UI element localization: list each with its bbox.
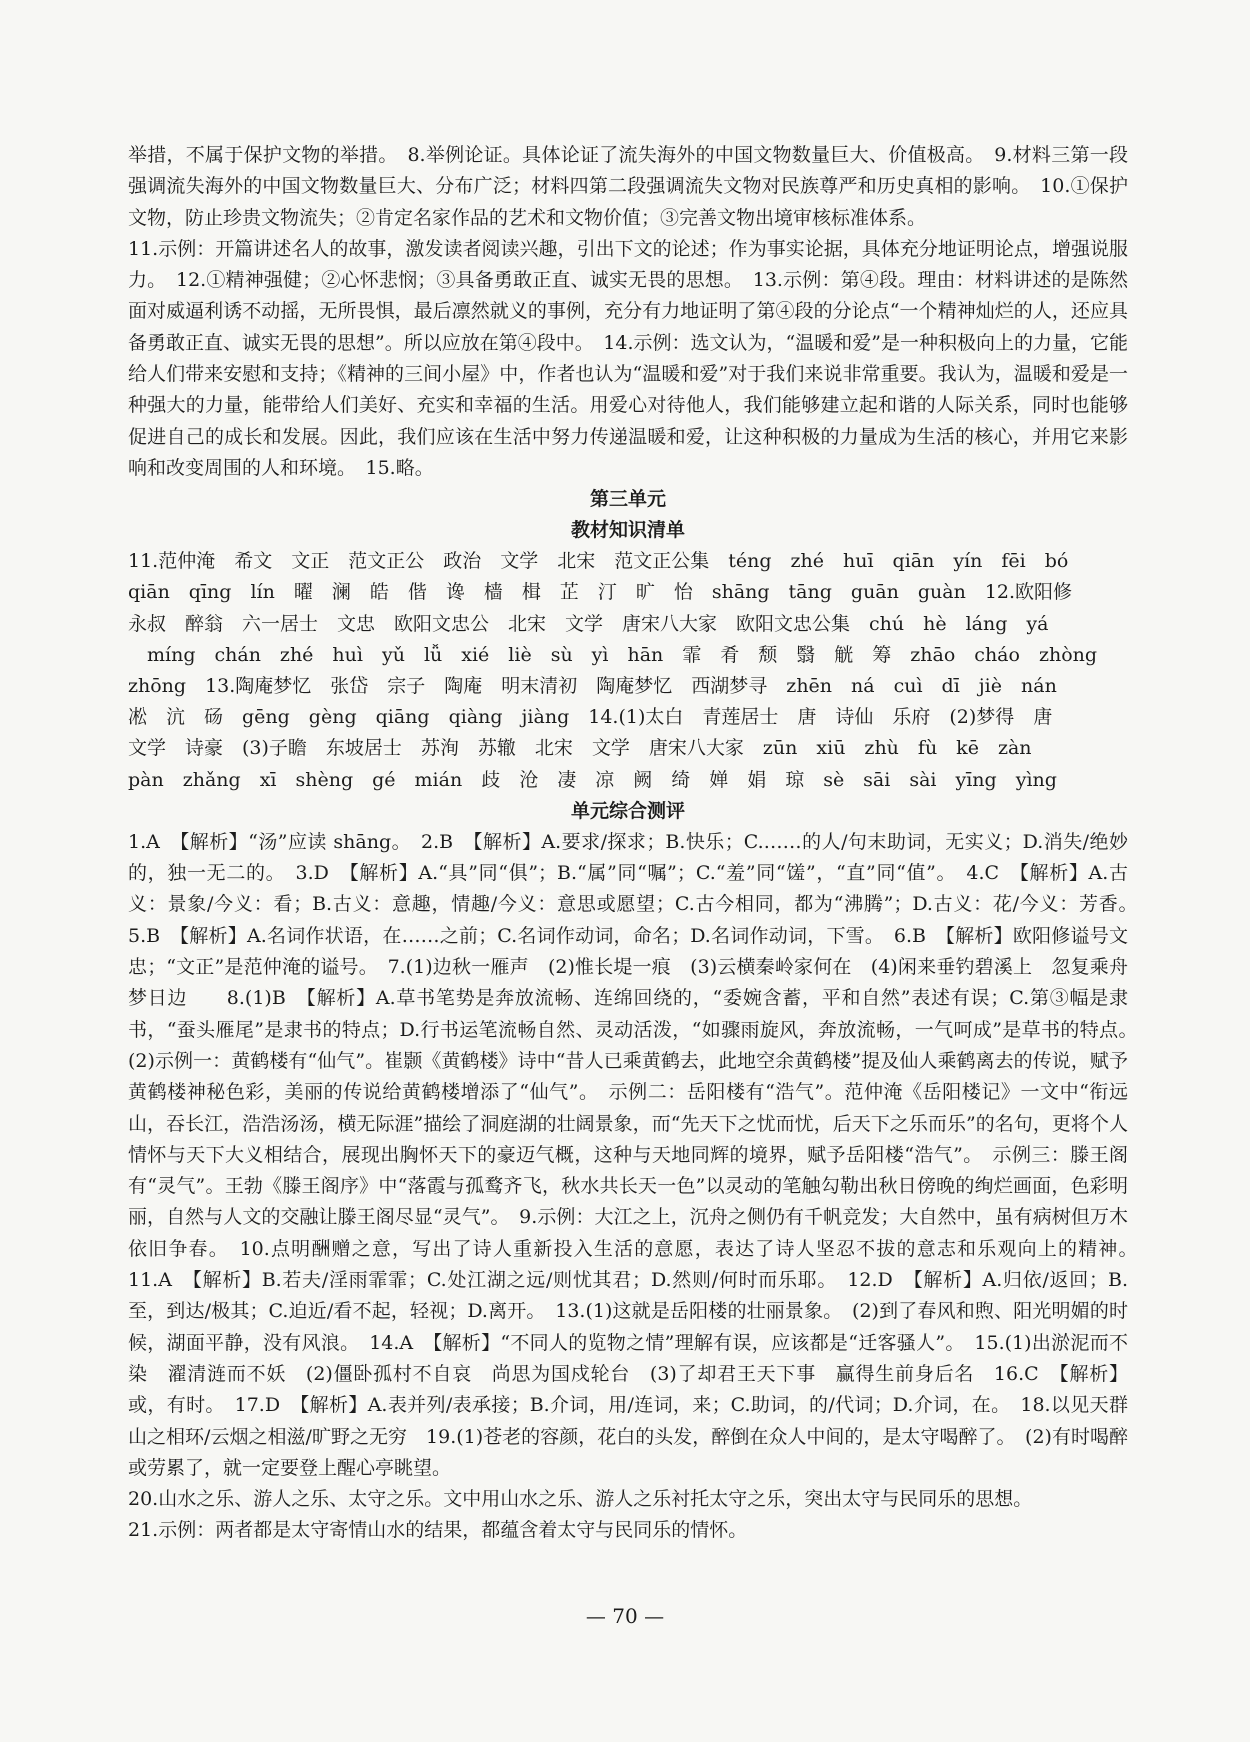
knowledge-line: 文学 诗豪 (3)子瞻 东坡居士 苏洵 苏辙 北宋 文学 唐宋八大家 zūn xiū zhù fù kē zàn	[128, 737, 1032, 760]
knowledge-line: 凇 沆 砀 gēng gèng qiāng qiàng jiàng 14.(1)太白 青莲居士 唐 诗仙 乐府 (2)梦得 唐	[128, 706, 1053, 729]
knowledge-line: míng chán zhé huì yǔ lǚ xié liè sù yì hān 霏 肴 颓 翳 觥 筹 zhāo cháo zhòng	[128, 643, 1098, 666]
knowledge-line: qiān qīng lín 曜 澜 皓 偕 谗 樯 楫 芷 汀 旷 怡 shāng tāng guān guàn 12.欧阳修	[128, 581, 1073, 604]
answer-paragraph-2: 11.示例：开篇讲述名人的故事，激发读者阅读兴趣，引出下文的论述；作为事实论据，具体充分地证明论点，增强说服力。 12.①精神强健；②心怀悲悯；③具备勇敢正直、诚实无畏的思想。 13.示例：第④段。理由：材料讲述的是陈然面对威逼利诱不动摇，无所畏惧，最后凛然就义的事例，充分有力地证明了第④段的分论点“一个精神灿烂的人，还应具备勇敢正直、诚实无畏的思想”。所以应放在第④段中。 14.示例：选文认为，“温暖和爱”是一种积极向上的力量，它能给人们带来安慰和支持；《精神的三间小屋》中，作者也认为“温暖和爱”对于我们来说非常重要。我认为，温暖和爱是一种强大的力量，能带给人们美好、充实和幸福的生活。用爱心对待他人，我们能够建立起和谐的人际关系，同时也能够促进自己的成长和发展。因此，我们应该在生活中努力传递温暖和爱，让这种积极的力量成为生活的核心，并用它来影响和改变周围的人和环境。 15.略。	[128, 237, 1128, 479]
knowledge-line: zhōng 13.陶庵梦忆 张岱 宗子 陶庵 明末清初 陶庵梦忆 西湖梦寻 zhēn ná cuì dī jiè nán	[128, 675, 1057, 698]
section-title-test: 单元综合测评	[570, 799, 685, 822]
knowledge-line: 11.范仲淹 希文 文正 范文正公 政治 文学 北宋 范文正公集 téng zhé huī qiān yín fēi bó	[128, 550, 1069, 573]
content-block	[128, 140, 1148, 1547]
section-title-knowledge: 教材知识清单	[570, 519, 685, 542]
unit-title: 第三单元	[589, 488, 666, 511]
knowledge-list	[128, 546, 1128, 796]
answer-paragraph-1: 举措，不属于保护文物的举措。 8.举例论证。具体论证了流失海外的中国文物数量巨大、价值极高。 9.材料三第一段强调流失海外的中国文物数量巨大、分布广泛；材料四第二段强调流失文物对民族尊严和历史真相的影响。 10.①保护文物，防止珍贵文物流失；②肯定名家作品的艺术和文物价值；③完善文物出境审核标准体系。	[128, 144, 1128, 229]
knowledge-line: 永叔 醉翁 六一居士 文忠 欧阳文忠公 北宋 文学 唐宋八大家 欧阳文忠公集 chú hè láng yá	[128, 612, 1049, 635]
knowledge-line: pàn zhǎng xī shèng gé mián 歧 沧 凄 凉 阙 绮 婵 娟 琼 sè sāi sài yīng yìng	[128, 768, 1057, 791]
answer-paragraph-4: 20.山水之乐、游人之乐、太守之乐。文中用山水之乐、游人之乐衬托太守之乐，突出太守与民同乐的思想。	[128, 1488, 1033, 1511]
page-number-value: 70	[612, 1604, 638, 1628]
answer-paragraph-5: 21.示例：两者都是太守寄情山水的结果，都蕴含着太守与民同乐的情怀。	[128, 1519, 748, 1542]
page-number-dash-right: —	[644, 1604, 665, 1628]
page-number-dash-left: —	[585, 1604, 606, 1628]
page-number	[0, 1604, 1250, 1628]
answer-paragraph-3: 1.A 【解析】“汤”应读 shāng。 2.B 【解析】A.要求/探求；B.快乐；C.……的人/句末助词，无实义；D.消失/绝妙的，独一无二的。 3.D 【解析】A.“具”同“俱”；B.“属”同“嘱”；C.“羞”同“馐”，“直”同“值”。 4.C 【解析】A.古义：景象/今义：看；B.古义：意趣，情趣/今义：意思或愿望；C.古今相同，都为“沸腾”；D.古义：花/今义：芳香。 5.B 【解析】A.名词作状语，在……之前；C.名词作动词，命名；D.名词作动词，下雪。 6.B 【解析】欧阳修谥号文忠；“文正”是范仲淹的谥号。 7.(1)边秋一雁声 (2)惟长堤一痕 (3)云横秦岭家何在 (4)闲来垂钓碧溪上 忽复乘舟梦日边 8.(1)B 【解析】A.草书笔势是奔放流畅、连绵回绕的，“委婉含蓄，平和自然”表述有误；C.第③幅是隶书，“蚕头雁尾”是隶书的特点；D.行书运笔流畅自然、灵动活泼，“如骤雨旋风，奔放流畅，一气呵成”是草书的特点。 (2)示例一：黄鹤楼有“仙气”。崔颢《黄鹤楼》诗中“昔人已乘黄鹤去，此地空余黄鹤楼”提及仙人乘鹤离去的传说，赋予黄鹤楼神秘色彩，美丽的传说给黄鹤楼增添了“仙气”。 示例二：岳阳楼有“浩气”。范仲淹《岳阳楼记》一文中“衔远山，吞长江，浩浩汤汤，横无际涯”描绘了洞庭湖的壮阔景象，而“先天下之忧而忧，后天下之乐而乐”的名句，更将个人情怀与天下大义相结合，展现出胸怀天下的豪迈气概，这种与天地同辉的境界，赋予岳阳楼“浩气”。 示例三：滕王阁有“灵气”。王勃《滕王阁序》中“落霞与孤鹜齐飞，秋水共长天一色”以灵动的笔触勾勒出秋日傍晚的绚烂画面，色彩明丽，自然与人文的交融让滕王阁尽显“灵气”。 9.示例：大江之上，沉舟之侧仍有千帆竞发；大自然中，虽有病树但万木依旧争春。 10.点明酬赠之意，写出了诗人重新投入生活的意愿，表达了诗人坚忍不拔的意志和乐观向上的精神。 11.A 【解析】B.若夫/淫雨霏霏；C.处江湖之远/则忧其君；D.然则/何时而乐耶。 12.D 【解析】A.归依/返回；B.至，到达/极其；C.迫近/看不起，轻视；D.离开。 13.(1)这就是岳阳楼的壮丽景象。 (2)到了春风和煦、阳光明媚的时候，湖面平静，没有风浪。 14.A 【解析】“不同人的览物之情”理解有误，应该都是“迁客骚人”。 15.(1)出淤泥而不染 濯清涟而不妖 (2)僵卧孤村不自哀 尚思为国戍轮台 (3)了却君王天下事 赢得生前身后名 16.C 【解析】或，有时。 17.D 【解析】A.表并列/表承接；B.介词，用/连词，来；C.助词，的/代词；D.介词，在。 18.以见天群山之相环/云烟之相滋/旷野之无穷 19.(1)苍老的容颜，花白的头发，醉倒在众人中间的，是太守喝醉了。 (2)有时喝醉或劳累了，就一定要登上醒心亭眺望。	[128, 830, 1148, 1479]
